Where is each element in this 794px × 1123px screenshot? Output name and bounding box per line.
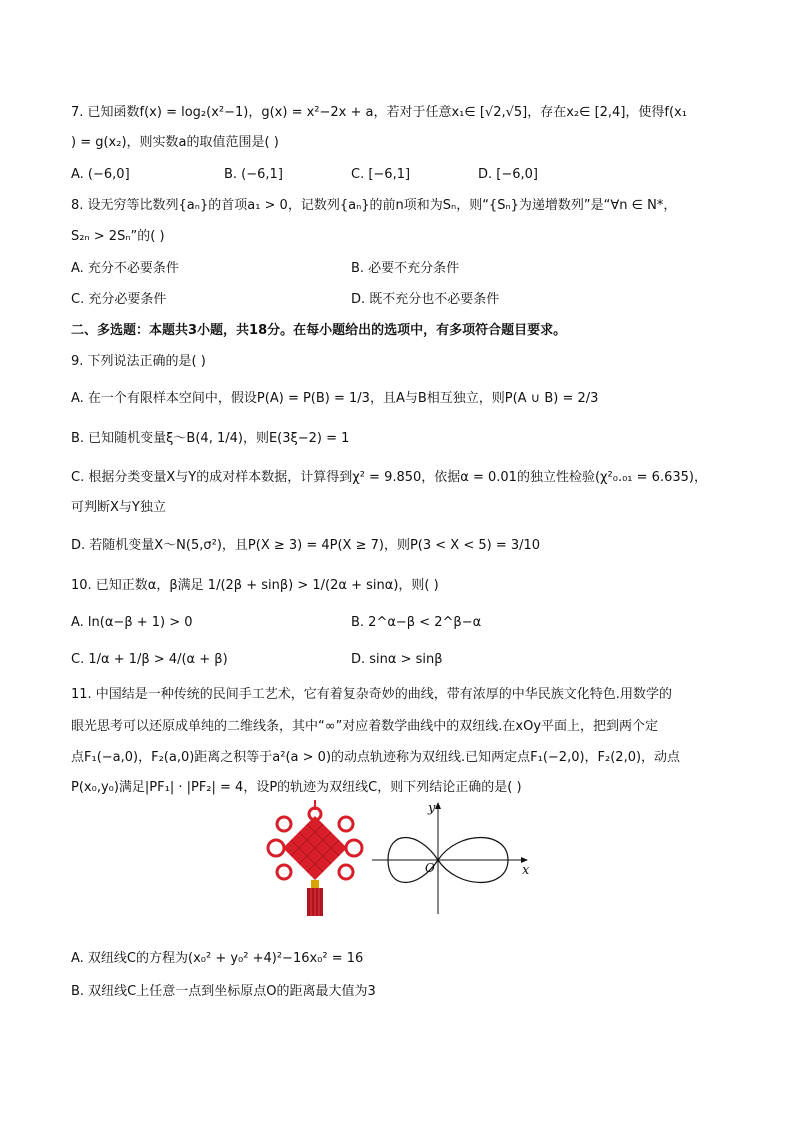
q9-option-c-line2: 可判断X与Y独立	[71, 500, 166, 515]
q9-option-b: B. 已知随机变量ξ～B(4, 1/4)，则E(3ξ−2) = 1	[71, 431, 350, 446]
q7-option-c: C. [−6,1]	[351, 167, 411, 182]
q8-option-c: C. 充分必要条件	[71, 292, 167, 307]
q7-option-a: A. (−6,0]	[71, 167, 130, 182]
q11-stem-line3: 点F₁(−a,0)，F₂(a,0)距离之积等于a²(a > 0)的动点轨迹称为双纽线.已知两定点F₁(−2,0)，F₂(2,0)，动点	[71, 750, 681, 765]
q8-option-a: A. 充分不必要条件	[71, 261, 179, 276]
lemniscate-graph	[372, 801, 530, 914]
q11-option-b: B. 双纽线C上任意一点到坐标原点O的距离最大值为3	[71, 984, 376, 999]
q11-stem-line1: 11. 中国结是一种传统的民间手工艺术，它有着复杂奇妙的曲线，带有浓厚的中华民族文化特色.用数学的	[71, 687, 672, 702]
q11-option-a: A. 双纽线C的方程为(x₀² + y₀² +4)²−16x₀² = 16	[71, 951, 364, 966]
y-axis-label: y	[428, 801, 436, 816]
q8-option-b: B. 必要不充分条件	[351, 261, 460, 276]
q10-option-b: B. 2^α−β < 2^β−α	[351, 615, 482, 630]
x-axis-label: x	[522, 863, 530, 878]
origin-label: O	[425, 861, 435, 875]
q7-option-d: D. [−6,0]	[478, 167, 538, 182]
q8-stem-line2: S₂ₙ > 2Sₙ”的( )	[71, 229, 165, 244]
q7-stem-line1: 7. 已知函数f(x) = log₂(x²−1)，g(x) = x²−2x + a，若对于任意x₁∈ [√2,√5]，存在x₂∈ [2,4]，使得f(x₁	[71, 105, 687, 120]
section-2-heading: 二、多选题：本题共3小题，共18分。在每小题给出的选项中，有多项符合题目要求。	[71, 323, 567, 338]
q9-option-c-line1: C. 根据分类变量X与Y的成对样本数据，计算得到χ² = 9.850，依据α = 0.01的独立性检验(χ²₀.₀₁ = 6.635)，	[71, 470, 707, 485]
q10-option-d: D. sinα > sinβ	[351, 652, 443, 667]
q11-figure-svg	[260, 800, 540, 920]
q9-option-d: D. 若随机变量X～N(5,σ²)，且P(X ≥ 3) = 4P(X ≥ 7)，则P(3 < X < 5) = 3/10	[71, 538, 541, 553]
q9-stem: 9. 下列说法正确的是( )	[71, 354, 206, 369]
y-axis-arrow-icon	[435, 802, 441, 809]
q10-stem: 10. 已知正数α，β满足 1/(2β + sinβ) > 1/(2α + sinα)，则( )	[71, 578, 439, 593]
q10-option-a: A. ln(α−β + 1) > 0	[71, 615, 193, 630]
q11-figure	[260, 800, 540, 920]
q10-option-c: C. 1/α + 1/β > 4/(α + β)	[71, 652, 228, 667]
q7-stem-line2: ) = g(x₂)，则实数a的取值范围是( )	[71, 135, 279, 150]
q11-stem-line2: 眼光思考可以还原成单纯的二维线条，其中“∞”对应着数学曲线中的双纽线.在xOy平面上，把到两个定	[71, 719, 659, 734]
q7-option-b: B. (−6,1]	[224, 167, 283, 182]
q11-stem-line4: P(x₀,y₀)满足|PF₁| · |PF₂| = 4，设P的轨迹为双纽线C，则下列结论正确的是( )	[71, 780, 522, 795]
chinese-knot-image	[268, 800, 362, 916]
q9-option-a: A. 在一个有限样本空间中，假设P(A) = P(B) = 1/3，且A与B相互独立，则P(A ∪ B) = 2/3	[71, 391, 599, 406]
q8-stem-line1: 8. 设无穷等比数列{aₙ}的首项a₁ > 0，记数列{aₙ}的前n项和为Sₙ，则“{Sₙ}为递增数列”是“∀n ∈ N*，	[71, 198, 677, 213]
q8-option-d: D. 既不充分也不必要条件	[351, 292, 500, 307]
